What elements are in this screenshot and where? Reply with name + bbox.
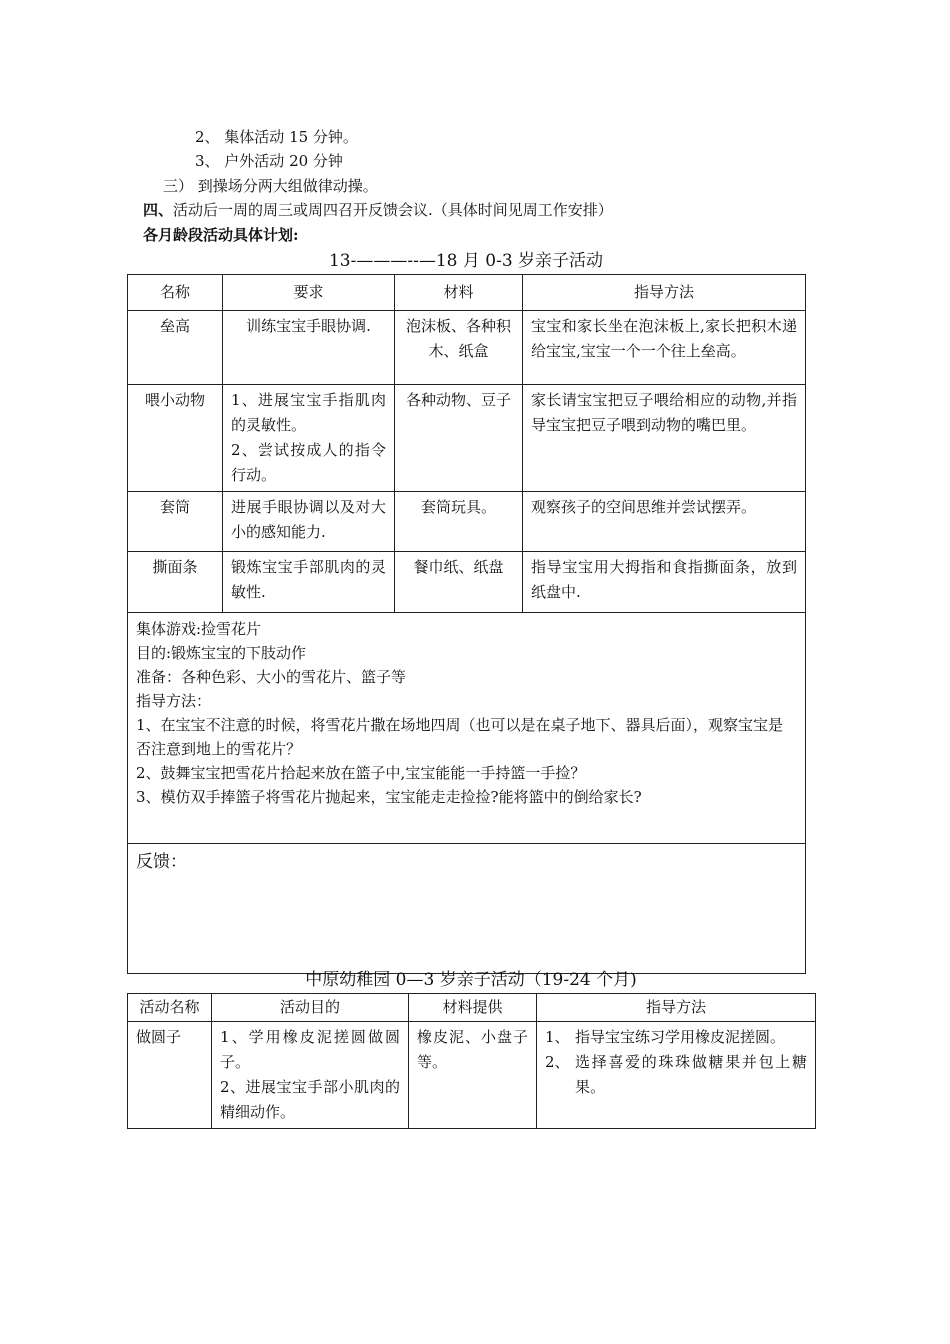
activity-material: 套筒玩具。: [395, 492, 523, 552]
activity-name: 喂小动物: [128, 385, 223, 492]
activity-name: 做圆子: [128, 1022, 212, 1129]
method-item-text: 指导宝宝练习学用橡皮泥搓圆。: [575, 1028, 786, 1046]
header-guidance-method: 指导方法: [537, 994, 816, 1022]
game-step: 3、模仿双手捧篮子将雪花片抛起来，宝宝能走走捡捡?能将篮中的倒给家长?: [136, 788, 642, 806]
activity-method: [537, 1022, 816, 1129]
table2-caption: 中原幼稚园 0—3 岁亲子活动（19-24 个月): [305, 970, 637, 990]
method-item: [545, 1025, 807, 1050]
table-row: [128, 1022, 816, 1129]
intro-line-outdoor: 3、 户外活动 20 分钟: [195, 152, 343, 170]
activity-requirement: 进展手眼协调以及对大小的感知能力.: [223, 492, 395, 552]
group-game-cell: [128, 613, 806, 844]
header-activity-goal: 活动目的: [212, 994, 409, 1022]
game-preparation: 准备：各种色彩、大小的雪花片、篮子等: [136, 668, 407, 686]
table-row: [128, 552, 806, 613]
goal-item: 1、学用橡皮泥搓圆做圆子。: [220, 1028, 400, 1071]
goal-item: 2、进展宝宝手部小肌肉的精细动作。: [220, 1078, 400, 1121]
section-four-text: 活动后一周的周三或周四召开反馈会议.（具体时间见周工作安排）: [173, 201, 613, 219]
plan-heading: 各月龄段活动具体计划:: [143, 226, 299, 244]
intro-line-collective: 2、 集体活动 15 分钟。: [195, 128, 358, 146]
feedback-cell: 反馈：: [128, 844, 806, 974]
activity-name: 撕面条: [128, 552, 223, 613]
game-step: 2、鼓舞宝宝把雪花片拾起来放在篮子中,宝宝能能一手持篮一手捡？: [136, 764, 586, 782]
table-row: [128, 385, 806, 492]
activity-requirement: [223, 385, 395, 492]
table1-header-row: [128, 275, 806, 311]
activity-material: 餐巾纸、纸盘: [395, 552, 523, 613]
activity-method: 观察孩子的空间思维并尝试摆弄。: [523, 492, 806, 552]
activity-material: 各种动物、豆子: [395, 385, 523, 492]
table2-header-row: [128, 994, 816, 1022]
activity-goal: [212, 1022, 409, 1129]
header-requirement: 要求: [223, 275, 395, 311]
header-name: 名称: [128, 275, 223, 311]
method-item-text: 选择喜爱的珠珠做糖果并包上糖果。: [575, 1053, 807, 1096]
activity-material: 泡沫板、各种积木、纸盒: [395, 311, 523, 385]
intro-line-exercise: 三） 到操场分两大组做律动操。: [163, 177, 378, 195]
header-method: 指导方法: [523, 275, 806, 311]
header-activity-name: 活动名称: [128, 994, 212, 1022]
table-row: [128, 492, 806, 552]
activity-method: 宝宝和家长坐在泡沫板上,家长把积木递给宝宝,宝宝一个一个往上垒高。: [523, 311, 806, 385]
feedback-row: [128, 844, 806, 974]
activity-table-13-18: [127, 274, 806, 974]
game-method-label: 指导方法：: [136, 692, 212, 710]
activity-requirement: 锻炼宝宝手部肌肉的灵敏性.: [223, 552, 395, 613]
activity-method: 家长请宝宝把豆子喂给相应的动物,并指导宝宝把豆子喂到动物的嘴巴里。: [523, 385, 806, 492]
game-goal: 目的:锻炼宝宝的下肢动作: [136, 644, 307, 662]
header-material: 材料: [395, 275, 523, 311]
activity-method: 指导宝宝用大拇指和食指撕面条，放到纸盘中.: [523, 552, 806, 613]
activity-name: 垒高: [128, 311, 223, 385]
game-step: 1、在宝宝不注意的时候，将雪花片撒在场地四周（也可以是在桌子地下、器具后面），观察宝宝是否注意到地上的雪花片？: [136, 716, 784, 758]
requirement-item: 2、尝试按成人的指令行动。: [231, 441, 386, 484]
activity-name: 套筒: [128, 492, 223, 552]
group-game-row: [128, 613, 806, 844]
activity-table-19-24: [127, 993, 816, 1129]
requirement-item: 1、进展宝宝手指肌肉的灵敏性。: [231, 391, 386, 434]
intro-line-feedback-meeting: [143, 200, 613, 220]
method-item: [545, 1050, 807, 1100]
header-material-provided: 材料提供: [409, 994, 537, 1022]
method-item-number: 1、: [545, 1028, 570, 1046]
table-row: [128, 311, 806, 385]
activity-requirement: 训练宝宝手眼协调.: [223, 311, 395, 385]
game-title: 集体游戏:捡雪花片: [136, 620, 262, 638]
activity-material: 橡皮泥、小盘子等。: [409, 1022, 537, 1129]
table1-caption: 13-———--—18 月 0-3 岁亲子活动: [328, 251, 604, 271]
method-item-number: 2、: [545, 1053, 570, 1071]
section-four-label: 四、: [143, 201, 174, 219]
